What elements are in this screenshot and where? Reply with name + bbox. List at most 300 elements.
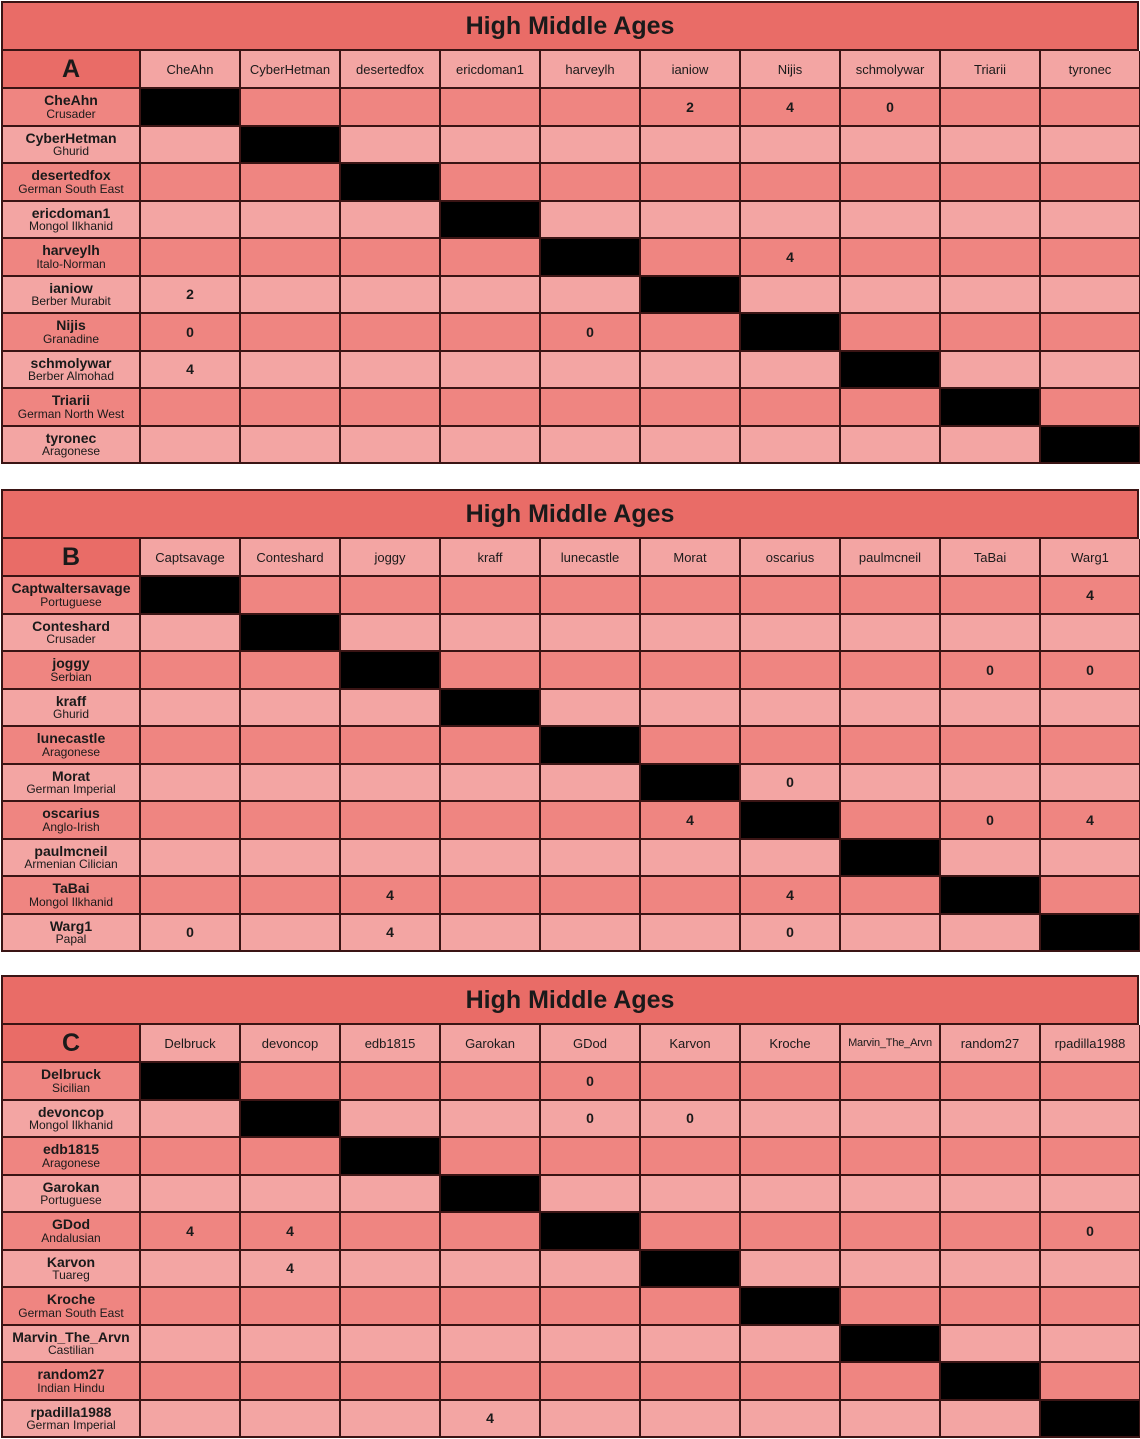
result-cell — [941, 1288, 1041, 1326]
player-faction: Mongol Ilkhanid — [28, 219, 114, 234]
result-cell — [941, 1176, 1041, 1214]
result-cell — [441, 652, 541, 690]
result-cell — [441, 1363, 541, 1401]
result-cell — [641, 1063, 741, 1101]
player-name: tyronec — [45, 429, 97, 446]
result-cell: 0 — [141, 915, 241, 953]
result-cell — [1041, 765, 1140, 803]
row-header — [3, 164, 141, 202]
result-cell — [141, 727, 241, 765]
result-cell — [941, 1213, 1041, 1251]
result-cell — [141, 877, 241, 915]
result-cell — [441, 727, 541, 765]
result-cell — [541, 1138, 641, 1176]
group-letter: C — [3, 1025, 141, 1063]
player-name: joggy — [52, 655, 90, 672]
result-cell — [341, 1326, 441, 1364]
result-cell — [641, 127, 741, 165]
result-cell — [341, 577, 441, 615]
result-cell — [341, 202, 441, 240]
row-header — [3, 202, 141, 240]
column-header: GDod — [541, 1025, 641, 1063]
row-header — [3, 1213, 141, 1251]
result-cell — [841, 1213, 941, 1251]
result-cell — [141, 164, 241, 202]
result-cell — [541, 915, 641, 953]
group-title: High Middle Ages — [1, 975, 1139, 1025]
result-cell — [1041, 1363, 1140, 1401]
result-cell — [841, 389, 941, 427]
result-cell — [441, 427, 541, 465]
result-cell — [341, 1401, 441, 1439]
result-cell — [341, 314, 441, 352]
result-cell: 4 — [141, 1213, 241, 1251]
group-c — [1, 975, 1139, 1438]
result-cell: 0 — [741, 765, 841, 803]
result-cell — [541, 1363, 641, 1401]
player-name: paulmcneil — [34, 842, 108, 859]
result-cell — [1041, 1063, 1140, 1101]
column-header: Conteshard — [241, 539, 341, 577]
result-cell — [1041, 1288, 1140, 1326]
result-cell — [741, 1063, 841, 1101]
group-b — [1, 489, 1139, 952]
player-name: CheAhn — [44, 92, 98, 109]
result-cell — [141, 1101, 241, 1139]
column-header: Morat — [641, 539, 741, 577]
result-cell — [841, 202, 941, 240]
self-match-cell — [741, 314, 841, 352]
result-cell — [941, 127, 1041, 165]
result-cell — [741, 1363, 841, 1401]
player-name: Conteshard — [32, 617, 110, 634]
result-cell — [941, 615, 1041, 653]
results-grid — [1, 51, 1139, 464]
result-cell — [441, 164, 541, 202]
self-match-cell — [741, 1288, 841, 1326]
result-cell — [641, 690, 741, 728]
player-faction: Sicilian — [51, 1080, 90, 1095]
result-cell: 0 — [541, 1063, 641, 1101]
result-cell — [141, 1363, 241, 1401]
player-name: random27 — [37, 1366, 105, 1383]
result-cell — [241, 915, 341, 953]
column-header: edb1815 — [341, 1025, 441, 1063]
player-faction: Ghurid — [52, 707, 90, 722]
result-cell — [441, 1326, 541, 1364]
result-cell — [541, 577, 641, 615]
result-cell — [941, 277, 1041, 315]
row-header — [3, 1326, 141, 1364]
result-cell — [741, 202, 841, 240]
result-cell — [541, 389, 641, 427]
result-cell — [441, 1063, 541, 1101]
result-cell — [641, 239, 741, 277]
result-cell — [341, 89, 441, 127]
result-cell — [141, 652, 241, 690]
result-cell — [341, 1363, 441, 1401]
result-cell: 4 — [1041, 577, 1140, 615]
result-cell — [841, 1251, 941, 1289]
result-cell — [1041, 352, 1140, 390]
self-match-cell — [841, 840, 941, 878]
result-cell — [641, 877, 741, 915]
column-header: CheAhn — [141, 51, 241, 89]
result-cell — [941, 89, 1041, 127]
result-cell — [141, 1138, 241, 1176]
result-cell — [941, 239, 1041, 277]
result-cell — [841, 1063, 941, 1101]
result-cell — [241, 1176, 341, 1214]
player-name: Captwaltersavage — [11, 580, 131, 597]
result-cell — [241, 314, 341, 352]
group-title: High Middle Ages — [1, 1, 1139, 51]
result-cell: 0 — [541, 314, 641, 352]
result-cell — [541, 1251, 641, 1289]
row-header — [3, 427, 141, 465]
result-cell — [541, 202, 641, 240]
result-cell — [441, 1288, 541, 1326]
result-cell — [441, 840, 541, 878]
result-cell — [741, 1326, 841, 1364]
result-cell — [1041, 89, 1140, 127]
result-cell — [841, 164, 941, 202]
result-cell: 0 — [841, 89, 941, 127]
result-cell — [841, 1401, 941, 1439]
result-cell — [741, 127, 841, 165]
result-cell — [341, 615, 441, 653]
result-cell — [541, 89, 641, 127]
player-name: schmolywar — [30, 354, 112, 371]
result-cell — [441, 389, 541, 427]
player-name: Nijis — [56, 317, 86, 334]
row-header — [3, 1176, 141, 1214]
result-cell — [241, 389, 341, 427]
result-cell — [241, 239, 341, 277]
result-cell: 0 — [941, 802, 1041, 840]
result-cell — [441, 915, 541, 953]
player-name: devoncop — [37, 1103, 105, 1120]
result-cell — [741, 1401, 841, 1439]
player-name: harveylh — [42, 242, 100, 259]
column-header: CyberHetman — [241, 51, 341, 89]
result-cell — [341, 389, 441, 427]
result-cell — [1041, 164, 1140, 202]
result-cell — [1041, 877, 1140, 915]
player-name: GDod — [51, 1216, 91, 1233]
result-cell: 2 — [641, 89, 741, 127]
result-cell — [241, 802, 341, 840]
result-cell — [441, 127, 541, 165]
result-cell — [941, 164, 1041, 202]
result-cell — [1041, 690, 1140, 728]
result-cell — [341, 690, 441, 728]
result-cell: 0 — [541, 1101, 641, 1139]
player-faction: Anglo-Irish — [42, 819, 100, 834]
result-cell — [441, 765, 541, 803]
result-cell — [241, 1363, 341, 1401]
player-faction: Armenian Cilician — [24, 857, 118, 872]
result-cell — [841, 765, 941, 803]
result-cell: 4 — [341, 915, 441, 953]
result-cell — [241, 877, 341, 915]
result-cell — [1041, 127, 1140, 165]
result-cell — [541, 352, 641, 390]
result-cell — [341, 352, 441, 390]
result-cell — [841, 915, 941, 953]
result-cell — [141, 239, 241, 277]
result-cell: 4 — [141, 352, 241, 390]
row-header — [3, 1251, 141, 1289]
result-cell — [441, 877, 541, 915]
result-cell — [841, 314, 941, 352]
player-faction: Mongol Ilkhanid — [28, 894, 114, 909]
result-cell: 4 — [741, 239, 841, 277]
row-header — [3, 1063, 141, 1101]
result-cell — [641, 389, 741, 427]
result-cell — [441, 277, 541, 315]
row-header — [3, 727, 141, 765]
result-cell — [241, 89, 341, 127]
result-cell — [541, 1288, 641, 1326]
row-header — [3, 389, 141, 427]
result-cell — [441, 615, 541, 653]
player-name: lunecastle — [36, 730, 106, 747]
result-cell — [141, 615, 241, 653]
result-cell — [241, 164, 341, 202]
result-cell — [741, 164, 841, 202]
self-match-cell — [841, 1326, 941, 1364]
result-cell — [241, 1326, 341, 1364]
column-header: ianiow — [641, 51, 741, 89]
result-cell — [941, 1138, 1041, 1176]
result-cell — [241, 727, 341, 765]
self-match-cell — [941, 1363, 1041, 1401]
row-header — [3, 802, 141, 840]
self-match-cell — [541, 239, 641, 277]
row-header — [3, 1101, 141, 1139]
player-faction: Berber Murabit — [31, 294, 111, 309]
result-cell — [641, 314, 741, 352]
result-cell — [841, 1138, 941, 1176]
result-cell — [941, 765, 1041, 803]
column-header: paulmcneil — [841, 539, 941, 577]
result-cell — [141, 1326, 241, 1364]
player-faction: Italo-Norman — [36, 256, 106, 271]
result-cell: 0 — [141, 314, 241, 352]
result-cell — [741, 615, 841, 653]
player-faction: Papal — [55, 932, 87, 947]
result-cell — [641, 1213, 741, 1251]
self-match-cell — [641, 277, 741, 315]
self-match-cell — [841, 352, 941, 390]
result-cell — [1041, 314, 1140, 352]
result-cell — [941, 690, 1041, 728]
group-letter: A — [3, 51, 141, 89]
self-match-cell — [641, 1251, 741, 1289]
result-cell — [941, 915, 1041, 953]
result-cell — [941, 314, 1041, 352]
result-cell — [241, 352, 341, 390]
result-cell — [641, 915, 741, 953]
result-cell — [241, 277, 341, 315]
result-cell — [341, 727, 441, 765]
player-name: ericdoman1 — [31, 204, 111, 221]
result-cell — [941, 427, 1041, 465]
result-cell — [741, 840, 841, 878]
column-header: lunecastle — [541, 539, 641, 577]
self-match-cell — [241, 1101, 341, 1139]
column-header: ericdoman1 — [441, 51, 541, 89]
self-match-cell — [1041, 1401, 1140, 1439]
player-name: Garokan — [42, 1178, 100, 1195]
column-header: Captsavage — [141, 539, 241, 577]
result-cell — [1041, 1176, 1140, 1214]
result-cell — [541, 127, 641, 165]
player-name: Warg1 — [49, 917, 93, 934]
player-faction: Berber Almohad — [27, 369, 115, 384]
player-faction: Portuguese — [40, 1193, 102, 1208]
player-faction: German South East — [18, 1305, 124, 1320]
column-header: Karvon — [641, 1025, 741, 1063]
result-cell — [241, 765, 341, 803]
row-header — [3, 239, 141, 277]
column-header: Kroche — [741, 1025, 841, 1063]
result-cell — [141, 802, 241, 840]
result-cell — [741, 1101, 841, 1139]
result-cell — [541, 1326, 641, 1364]
player-name: Triarii — [51, 392, 91, 409]
result-cell — [441, 239, 541, 277]
result-cell — [741, 1213, 841, 1251]
result-cell — [341, 1251, 441, 1289]
result-cell — [141, 1288, 241, 1326]
player-faction: Aragonese — [41, 444, 101, 459]
result-cell — [741, 727, 841, 765]
row-header — [3, 352, 141, 390]
result-cell — [941, 1063, 1041, 1101]
result-cell — [741, 1138, 841, 1176]
result-cell: 4 — [241, 1251, 341, 1289]
self-match-cell — [441, 690, 541, 728]
result-cell: 4 — [441, 1401, 541, 1439]
result-cell — [141, 765, 241, 803]
result-cell — [841, 1288, 941, 1326]
result-cell — [541, 1401, 641, 1439]
result-cell — [541, 652, 641, 690]
result-cell — [841, 277, 941, 315]
column-header: kraff — [441, 539, 541, 577]
result-cell — [841, 652, 941, 690]
result-cell — [241, 652, 341, 690]
column-header: random27 — [941, 1025, 1041, 1063]
self-match-cell — [1041, 427, 1140, 465]
result-cell: 4 — [741, 877, 841, 915]
player-faction: Ghurid — [52, 144, 90, 159]
player-faction: Indian Hindu — [37, 1380, 105, 1395]
result-cell — [741, 652, 841, 690]
result-cell — [1041, 277, 1140, 315]
row-header — [3, 840, 141, 878]
column-header: Warg1 — [1041, 539, 1140, 577]
result-cell — [741, 577, 841, 615]
result-cell — [241, 1063, 341, 1101]
result-cell — [741, 277, 841, 315]
result-cell — [341, 840, 441, 878]
result-cell — [441, 577, 541, 615]
result-cell — [741, 690, 841, 728]
self-match-cell — [341, 164, 441, 202]
group-letter: B — [3, 539, 141, 577]
result-cell — [941, 352, 1041, 390]
result-cell — [241, 690, 341, 728]
result-cell — [641, 577, 741, 615]
player-name: kraff — [55, 692, 87, 709]
player-faction: Granadine — [42, 331, 100, 346]
result-cell — [341, 765, 441, 803]
result-cell — [941, 1401, 1041, 1439]
self-match-cell — [241, 615, 341, 653]
result-cell — [841, 690, 941, 728]
player-faction: German North West — [17, 406, 125, 421]
result-cell — [141, 840, 241, 878]
column-header: devoncop — [241, 1025, 341, 1063]
result-cell — [541, 615, 641, 653]
result-cell — [241, 1138, 341, 1176]
result-cell — [141, 427, 241, 465]
result-cell: 4 — [341, 877, 441, 915]
result-cell — [941, 727, 1041, 765]
player-faction: Aragonese — [41, 744, 101, 759]
result-cell — [141, 690, 241, 728]
column-header: harveylh — [541, 51, 641, 89]
result-cell — [641, 164, 741, 202]
result-cell — [1041, 202, 1140, 240]
group-title: High Middle Ages — [1, 489, 1139, 539]
result-cell: 0 — [741, 915, 841, 953]
result-cell — [1041, 1251, 1140, 1289]
result-cell — [341, 1176, 441, 1214]
result-cell: 4 — [641, 802, 741, 840]
result-cell — [641, 202, 741, 240]
self-match-cell — [741, 802, 841, 840]
result-cell — [641, 427, 741, 465]
results-grid — [1, 1025, 1139, 1438]
row-header — [3, 1363, 141, 1401]
result-cell — [341, 1101, 441, 1139]
result-cell — [641, 615, 741, 653]
result-cell — [541, 802, 641, 840]
result-cell — [841, 239, 941, 277]
player-name: rpadilla1988 — [30, 1403, 112, 1420]
self-match-cell — [141, 577, 241, 615]
result-cell — [341, 1288, 441, 1326]
result-cell — [641, 1401, 741, 1439]
player-faction: Aragonese — [41, 1155, 101, 1170]
result-cell: 2 — [141, 277, 241, 315]
self-match-cell — [441, 202, 541, 240]
player-faction: Andalusian — [41, 1230, 101, 1245]
result-cell — [341, 277, 441, 315]
player-faction: Serbian — [50, 669, 92, 684]
column-header: Delbruck — [141, 1025, 241, 1063]
result-cell — [341, 1213, 441, 1251]
player-faction: Mongol Ilkhanid — [28, 1118, 114, 1133]
result-cell — [841, 1176, 941, 1214]
result-cell — [641, 1326, 741, 1364]
result-cell — [441, 352, 541, 390]
result-cell — [541, 840, 641, 878]
